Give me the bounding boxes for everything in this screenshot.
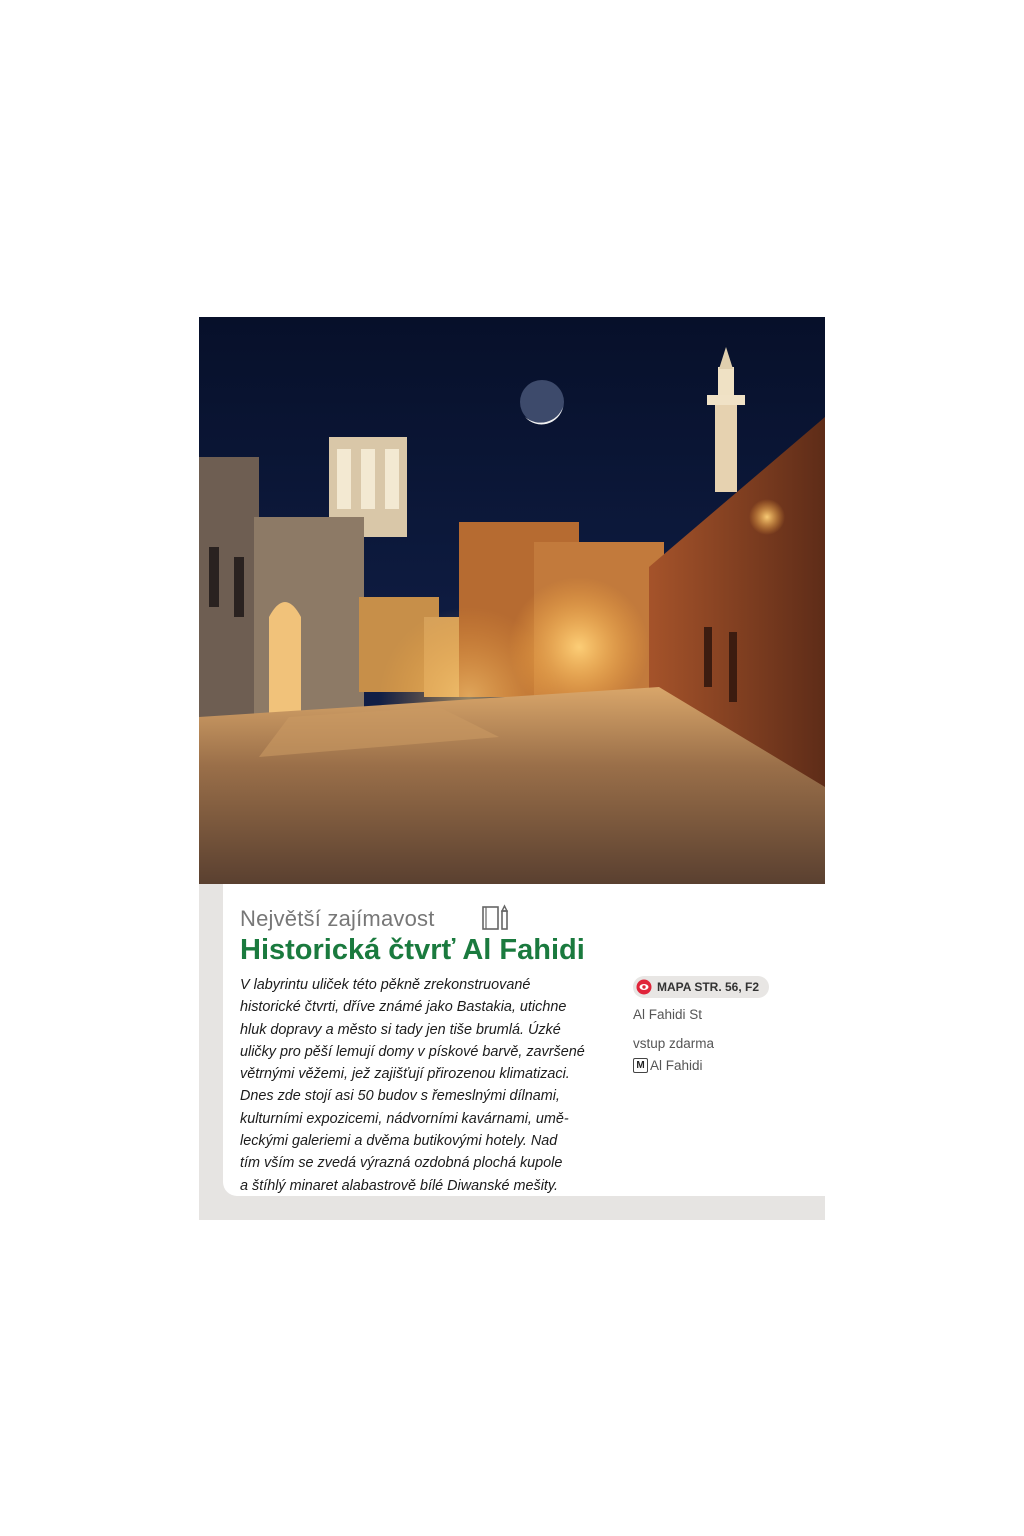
text-panel	[223, 884, 825, 1196]
metro-station: Al Fahidi	[650, 1058, 703, 1073]
attraction-title: Historická čtvrť Al Fahidi	[240, 934, 585, 966]
map-reference-text: MAPA STR. 56, F2	[657, 980, 760, 994]
description-line: V labyrintu uliček této pěkně zrekonstruované	[240, 977, 531, 993]
attraction-card	[199, 317, 825, 1220]
description-line: větrnými věžemi, jež zajišťují přirozenou klimatizaci.	[240, 1066, 570, 1083]
description-line: tím vším se zvedá výrazná ozdobná plochá kupole	[240, 1155, 563, 1172]
al-fahidi-night-photo	[199, 317, 825, 884]
description-line: historické čtvrti, dříve známé jako Bastakia, utichne	[240, 999, 567, 1016]
metro-icon: M	[633, 1058, 648, 1073]
admission-price: vstup zdarma	[633, 1036, 715, 1051]
description-line: Dnes zde stojí asi 50 budov s řemeslnými dílnami,	[240, 1088, 560, 1105]
description-line: leckými galeriemi a dvěma butikovými hotely. Nad	[240, 1133, 558, 1150]
section-kicker: Největší zajímavost	[240, 906, 435, 931]
map-reference-badge[interactable]	[633, 976, 769, 998]
description-line: kulturními expozicemi, nádvorními kavárnami, umě-	[240, 1110, 569, 1127]
book-pencil-icon	[481, 904, 513, 934]
description-line: a štíhlý minaret alabastrově bílé Diwanské mešity.	[240, 1177, 559, 1194]
description-line: uličky pro pěší lemují domy v pískové barvě, završené	[240, 1043, 585, 1060]
description-line: hluk dopravy a město si tady jen tiše brumlá. Úzké	[240, 1021, 561, 1038]
description-paragraph	[240, 974, 612, 1197]
map-pin-icon	[636, 979, 652, 995]
info-sidebar	[633, 976, 813, 1073]
address: Al Fahidi St	[633, 1007, 703, 1022]
metro-info	[633, 1058, 813, 1073]
